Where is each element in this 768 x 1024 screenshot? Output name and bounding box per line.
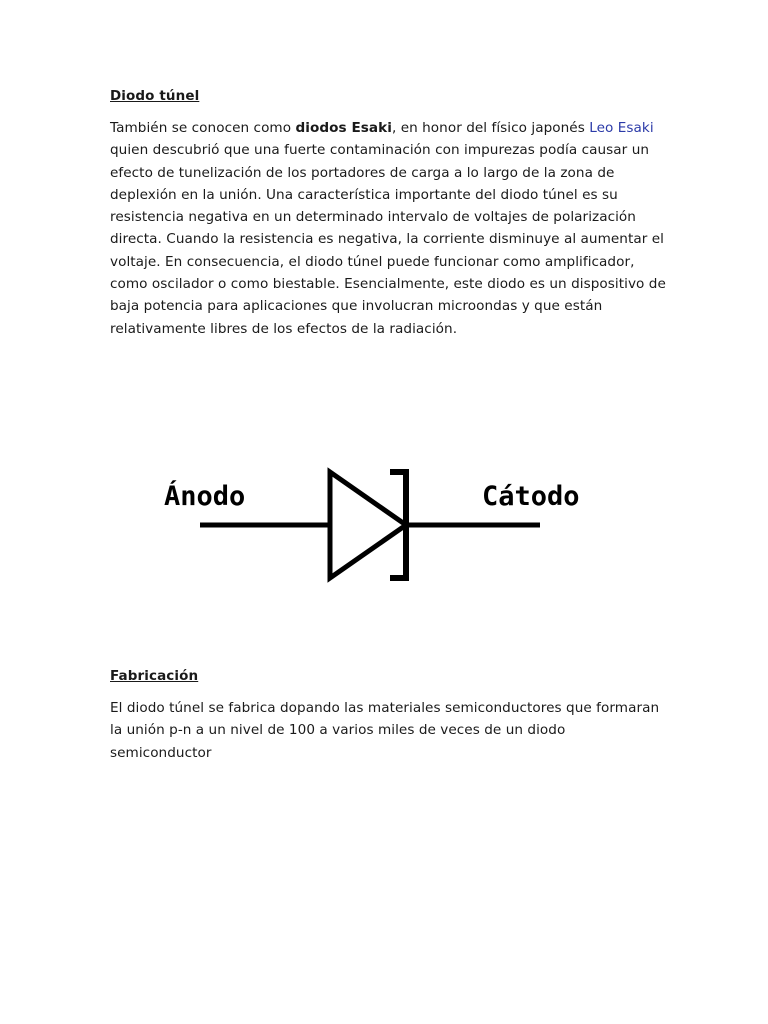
intro-text-mid: , en honor del físico japonés <box>391 120 590 136</box>
link-leo-esaki[interactable]: Leo Esaki <box>589 120 654 136</box>
intro-text-rest: quien descubrió que una fuerte contaminación con impurezas podía causar un efecto de tunelización de los portadores de carga a lo largo de la zona de deplexión en la unión. Una característica importante del diodo túnel es su resistencia negativa en un determinado intervalo de voltajes de polarización directa. Cuando la resistencia es negativa, la corriente disminuye al aumentar el voltaje. En consecuencia, el diodo túnel puede funcionar como amplificador, como oscilador o como biestable. Esencialmente, este diodo es un dispositivo de baja potencia para aplicaciones que involucran microondas y que están relativamente libres de los efectos de la radiación. <box>110 142 666 337</box>
intro-paragraph <box>110 117 670 340</box>
cathode-label: Cátodo <box>482 481 580 512</box>
anode-label: Ánodo <box>164 481 246 512</box>
section-heading-diodo-tunel: Diodo túnel <box>110 88 200 104</box>
fabrication-paragraph: El diodo túnel se fabrica dopando las materiales semiconductores que formaran la unión p-n a un nivel de 100 a varios miles de veces de un diodo semiconductor <box>110 700 660 761</box>
diode-triangle <box>330 472 406 578</box>
intro-text-lead: También se conocen como <box>110 120 296 136</box>
section-heading-fabricacion: Fabricación <box>110 668 199 684</box>
bold-term-diodos-esaki: diodos Esaki <box>295 120 392 136</box>
tunnel-diode-symbol-diagram <box>150 455 620 590</box>
